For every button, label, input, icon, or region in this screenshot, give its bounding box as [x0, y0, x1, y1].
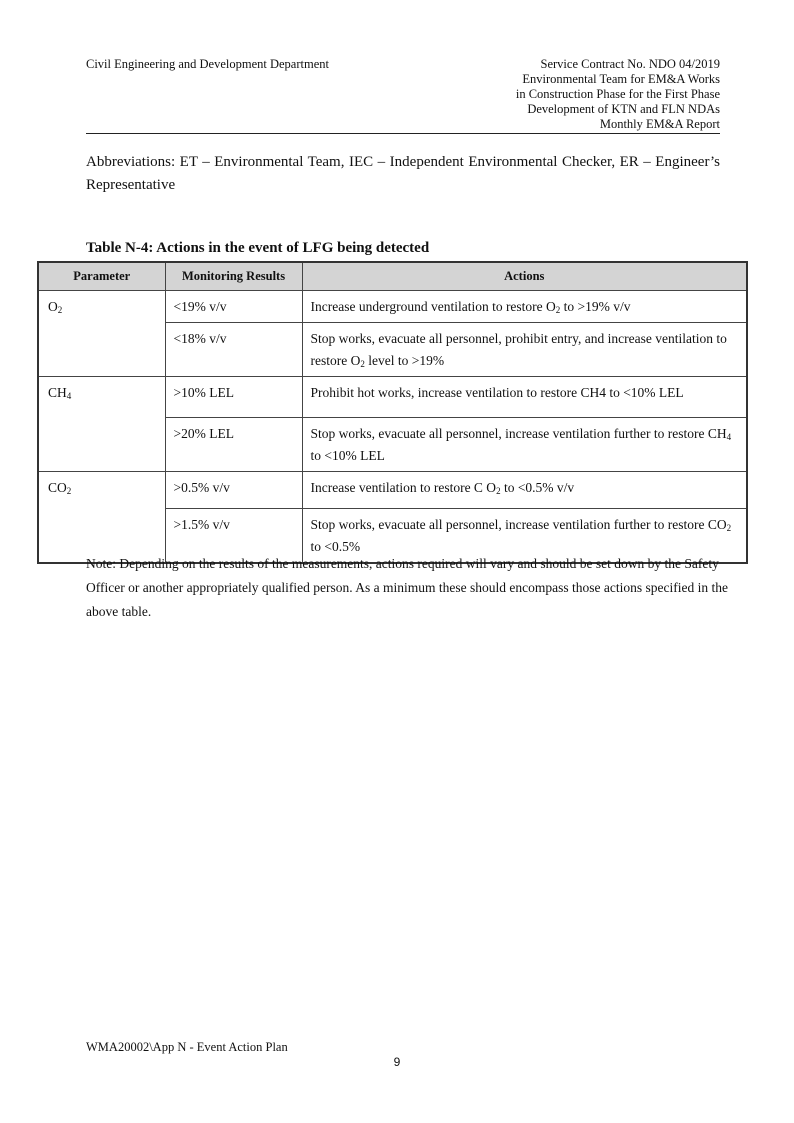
result-cell: >10% LEL: [165, 377, 302, 418]
table-row: [38, 377, 747, 418]
action-cell: Increase underground ventilation to restore $O_2$ to >19% v/v: [302, 291, 747, 323]
header-line: in Construction Phase for the First Phase: [515, 87, 720, 101]
result-cell: <18% v/v: [165, 323, 302, 377]
header-divider: [86, 133, 720, 134]
action-cell: Stop works, evacuate all personnel, increase ventilation further to restore $CH_4$ to <10% LEL: [302, 418, 747, 472]
result-cell: >0.5% v/v: [165, 472, 302, 509]
page-number: 9: [393, 1055, 401, 1069]
header-line: Environmental Team for EM&A Works: [522, 72, 720, 86]
result-cell: >20% LEL: [165, 418, 302, 472]
column-header-actions: Actions: [302, 262, 747, 291]
header-line: Monthly EM&A Report: [599, 117, 720, 131]
table-row: [38, 472, 747, 509]
parameter-cell: $CO_2$: [38, 472, 165, 564]
parameter-cell: $CH_4$: [38, 377, 165, 472]
action-cell: Stop works, evacuate all personnel, prohibit entry, and increase ventilation to restore $O_2$ level to >19%: [302, 323, 747, 377]
action-cell: Prohibit hot works, increase ventilation to restore CH4 to <10% LEL: [302, 377, 747, 418]
action-cell: Increase ventilation to restore C $O_2$ to <0.5% v/v: [302, 472, 747, 509]
header-line: Service Contract No. NDO 04/2019: [540, 57, 720, 71]
column-header-monitoring-results: Monitoring Results: [165, 262, 302, 291]
result-cell: >1.5% v/v: [165, 509, 302, 564]
lfg-actions-table: [37, 261, 748, 564]
table-header-row: [38, 262, 747, 291]
header-department: Civil Engineering and Development Department: [86, 57, 329, 71]
table-row: [38, 291, 747, 323]
result-cell: <19% v/v: [165, 291, 302, 323]
table-caption: Table N-4: Actions in the event of LFG being detected: [86, 240, 430, 256]
action-cell: Stop works, evacuate all personnel, increase ventilation further to restore $CO_2$ to <0.5%: [302, 509, 747, 564]
header-line: Development of KTN and FLN NDAs: [527, 102, 720, 116]
parameter-cell: $O_2$: [38, 291, 165, 377]
table-note: Note: Depending on the results of the measurements, actions required will vary and should be set down by the Safety Officer or another appropriately qualified person. As a minimum these should encompass those actions specified in the above table.: [86, 556, 728, 619]
column-header-parameter: Parameter: [38, 262, 165, 291]
header-contract-info: [516, 57, 720, 132]
abbreviations-paragraph: Abbreviations: ET – Environmental Team, IEC – Independent Environmental Checker, ER – Engineer’s Representative: [86, 154, 720, 193]
footer-doc-reference: WMA20002\App N - Event Action Plan: [86, 1040, 288, 1054]
